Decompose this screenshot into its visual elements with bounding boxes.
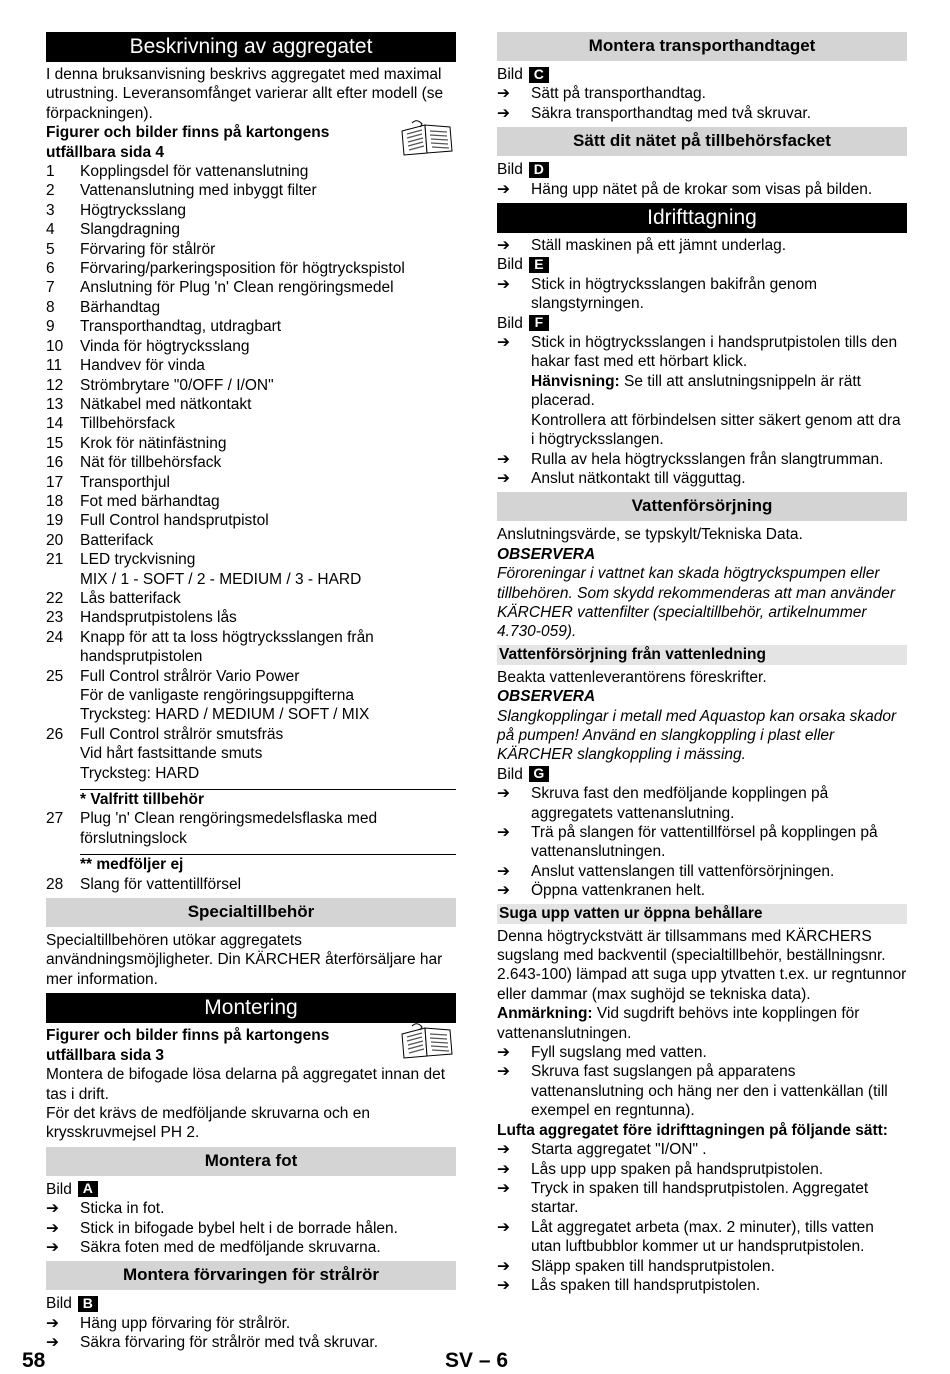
natet-steps <box>497 180 907 199</box>
arrow-icon: ➔ <box>497 1218 510 1236</box>
bild-label-e <box>497 255 907 274</box>
figure-note: Figurer och bilder finns på kartongens utfällbara sida 4 <box>46 124 330 161</box>
item-number: 7 <box>46 279 55 297</box>
item-number: 1 <box>46 163 55 181</box>
section-title-natet: Sätt dit nätet på tillbehörsfacket <box>497 127 907 156</box>
montering-figure-note-block <box>46 1026 456 1065</box>
arrow-icon: ➔ <box>497 450 510 468</box>
figure-letter-d: D <box>529 162 549 178</box>
item-number: 10 <box>46 337 64 355</box>
item-text: Transporthjul <box>80 473 170 491</box>
bild-text: Bild <box>46 1295 72 1313</box>
bild-text: Bild <box>497 256 523 274</box>
page-number: 58 <box>22 1349 46 1372</box>
step-text: Trä på slangen för vattentillförsel på kopplingen på vattenanslutningen. <box>531 824 878 861</box>
section-title-transporthandtag: Montera transporthandtaget <box>497 32 907 61</box>
vattenforsorjning-text: Anslutningsvärde, se typskylt/Tekniska Data. <box>497 526 803 544</box>
bild-label-c <box>497 65 907 84</box>
item-text: Transporthandtag, utdragbart <box>80 318 282 336</box>
vattenledning-steps <box>497 784 907 900</box>
step-item <box>497 180 907 199</box>
step-item <box>497 236 907 255</box>
note-text-2: Kontrollera att förbindelsen sitter säkert genom att dra i högtrycksslangen. <box>531 411 901 449</box>
arrow-icon: ➔ <box>497 1257 510 1275</box>
item-number: 27 <box>46 810 64 828</box>
step-text: Rulla av hela högtrycksslangen från slangtrumman. <box>531 450 884 468</box>
step-text: Fyll sugslang med vatten. <box>531 1044 707 1062</box>
item-number: 20 <box>46 531 64 549</box>
item-text: Anslutning för Plug 'n' Clean rengöringsmedel <box>80 279 394 297</box>
item-number: 23 <box>46 609 64 627</box>
optional-list <box>46 809 456 848</box>
arrow-icon: ➔ <box>497 1160 510 1178</box>
list-item <box>46 240 456 259</box>
arrow-icon: ➔ <box>46 1219 59 1237</box>
idrifttagning-steps-after <box>497 450 907 489</box>
open-book-icon <box>398 1022 456 1060</box>
figure-letter-b: B <box>78 1296 98 1312</box>
list-item <box>46 337 456 356</box>
arrow-icon: ➔ <box>497 85 510 103</box>
figure-letter-f: F <box>529 315 549 331</box>
bild-label-d <box>497 160 907 179</box>
step-text: Starta aggregatet "I/ON" . <box>531 1141 707 1159</box>
item-text: Nät för tillbehörsfack <box>80 454 222 472</box>
list-item <box>46 414 456 433</box>
item-number <box>46 764 80 783</box>
arrow-icon: ➔ <box>497 862 510 880</box>
step-item <box>497 881 907 900</box>
step-item <box>497 1062 907 1120</box>
list-item <box>46 686 456 705</box>
figure-note-block <box>46 123 456 162</box>
item-number: 21 <box>46 551 64 569</box>
list-item <box>46 356 456 375</box>
section-title-beskrivning: Beskrivning av aggregatet <box>46 32 456 62</box>
suga-upp-steps <box>497 1043 907 1121</box>
bild-label-g <box>497 765 907 784</box>
lufta-steps <box>497 1140 907 1295</box>
montering-text-1: Montera de bifogade lösa delarna på aggregatet innan det tas i drift. <box>46 1066 445 1103</box>
item-number: 9 <box>46 318 55 336</box>
specialtillbehor-text: Specialtillbehören utökar aggregatets användningsmöjligheter. Din KÄRCHER återförsäljare har mer information. <box>46 932 443 988</box>
step-text: Skruva fast den medföljande kopplingen på aggregatets vattenanslutning. <box>531 785 829 822</box>
left-column <box>46 32 456 1353</box>
section-title-idrifttagning: Idrifttagning <box>497 203 907 233</box>
item-text: Kopplingsdel för vattenanslutning <box>80 163 309 181</box>
bild-label-f <box>497 314 907 333</box>
item-number <box>46 744 80 763</box>
step-text: Ställ maskinen på ett jämnt underlag. <box>531 237 787 255</box>
step-item <box>46 1238 456 1257</box>
section-title-montering: Montering <box>46 993 456 1023</box>
item-text: Handvev för vinda <box>80 357 205 375</box>
observera-warning: Föroreningar i vattnet kan skada högtryckspumpen eller tillbehören. Som skydd rekommenderas att man använder KÄRCHER vattenfilter (specialtillbehör, artikelnummer 4.730-059). <box>497 565 896 641</box>
list-item <box>46 809 456 848</box>
idrifttagning-step-f-list <box>497 333 907 449</box>
section-title-montera-forvaring: Montera förvaringen för strålrör <box>46 1261 456 1290</box>
arrow-icon: ➔ <box>497 469 510 487</box>
item-number: 28 <box>46 875 64 893</box>
item-number: 24 <box>46 628 64 646</box>
step-item <box>497 450 907 469</box>
step-item <box>497 469 907 488</box>
observera-warning: Slangkopplingar i metall med Aquastop kan orsaka skador på pumpen! Använd en slangkoppling i plast eller KÄRCHER slangkoppling i mässing. <box>497 707 897 764</box>
item-number <box>46 705 80 724</box>
item-number: 19 <box>46 512 64 530</box>
step-item <box>46 1219 456 1238</box>
item-text: Full Control strålrör Vario Power <box>80 667 300 685</box>
step-text: Säkra transporthandtag med två skruvar. <box>531 104 812 122</box>
step-text: Låt aggregatet arbeta (max. 2 minuter), tills vatten utan luftbubblor kommer ut ur handsprutpistolen. <box>531 1218 874 1256</box>
step-item <box>497 862 907 881</box>
item-text: Vid hårt fastsittande smuts <box>80 745 263 763</box>
note-text: Vid sugdrift behövs inte kopplingen för vattenanslutningen. <box>497 1005 860 1042</box>
optional-header: * Valfritt tillbehör <box>80 789 456 809</box>
step-text: Häng upp förvaring för strålrör. <box>80 1314 291 1332</box>
item-number: 17 <box>46 473 64 491</box>
suga-upp-text: Denna högtryckstvätt är tillsammans med KÄRCHERS sugslang med backventil (specialtillbehör, beställningsnr. 2.643-100) lämpad att suga upp ytvatten t.ex. ur regntunnor eller dammar (max sughöjd se tekniska data). <box>497 927 907 1003</box>
list-item <box>46 201 456 220</box>
idrifttagning-step-e-list <box>497 275 907 314</box>
step-text: Skruva fast sugslangen på apparatens vattenanslutning och häng ner den i vattenkällan (till exempel en regntunna). <box>531 1063 888 1120</box>
step-item <box>497 1257 907 1276</box>
step-item <box>46 1314 456 1333</box>
step-text: Stick in högtrycksslangen i handsprutpistolen tills den hakar fast med ett hörbart klick. <box>531 334 898 371</box>
step-item <box>497 333 907 449</box>
item-number: 11 <box>46 357 63 375</box>
item-number: 2 <box>46 182 55 200</box>
item-text: Vattenanslutning med inbyggt filter <box>80 182 317 200</box>
list-item <box>46 531 456 550</box>
item-number: 3 <box>46 201 55 219</box>
not-included-list <box>46 875 456 894</box>
component-list <box>46 162 456 783</box>
item-number: 22 <box>46 589 64 607</box>
item-text: Högtrycksslang <box>80 201 186 219</box>
list-item <box>46 628 456 667</box>
list-item <box>46 492 456 511</box>
list-item <box>46 875 456 894</box>
item-number: 13 <box>46 395 64 413</box>
item-text: Full Control handsprutpistol <box>80 512 269 530</box>
list-item <box>46 550 456 569</box>
item-text: Trycksteg: HARD / MEDIUM / SOFT / MIX <box>80 706 370 724</box>
step-item <box>497 84 907 103</box>
step-text: Lås spaken till handsprutpistolen. <box>531 1276 761 1294</box>
observera-label: OBSERVERA <box>497 545 596 563</box>
item-text: Fot med bärhandtag <box>80 492 220 510</box>
list-item <box>46 278 456 297</box>
step-text: Säkra förvaring för strålrör med två skruvar. <box>80 1334 379 1352</box>
list-item <box>46 589 456 608</box>
step-text: Sätt på transporthandtag. <box>531 85 706 103</box>
step-text: Anslut vattenslangen till vattenförsörjningen. <box>531 862 835 880</box>
arrow-icon: ➔ <box>497 1141 510 1159</box>
arrow-icon: ➔ <box>497 275 510 293</box>
open-book-icon <box>398 119 456 157</box>
step-item <box>497 823 907 862</box>
item-text: MIX / 1 - SOFT / 2 - MEDIUM / 3 - HARD <box>80 570 362 588</box>
section-title-specialtillbehor: Specialtillbehör <box>46 898 456 927</box>
step-text: Stick in bifogade bybel helt i de borrade hålen. <box>80 1219 398 1237</box>
step-item <box>497 1276 907 1295</box>
step-text: Anslut nätkontakt till vägguttag. <box>531 469 746 487</box>
item-number: 15 <box>46 434 64 452</box>
list-item <box>46 705 456 724</box>
note-text: Se till att anslutningsnippeln är rätt placerad. <box>531 372 861 410</box>
observera-label: OBSERVERA <box>497 688 596 706</box>
transporthandtag-steps <box>497 84 907 123</box>
item-text: Handsprutpistolens lås <box>80 609 237 627</box>
bild-text: Bild <box>46 1180 72 1198</box>
list-item <box>46 667 456 686</box>
lufta-header: Lufta aggregatet före idrifttagningen på följande sätt: <box>497 1121 888 1139</box>
list-item <box>46 511 456 530</box>
step-text: Öppna vattenkranen helt. <box>531 882 706 900</box>
arrow-icon: ➔ <box>497 882 510 900</box>
item-number <box>46 570 80 589</box>
step-item <box>46 1333 456 1352</box>
item-number: 6 <box>46 260 55 278</box>
step-item <box>497 1218 907 1257</box>
item-text: Slangdragning <box>80 221 180 239</box>
bild-text: Bild <box>497 314 523 332</box>
step-text: Sticka in fot. <box>80 1200 165 1218</box>
item-number <box>46 686 80 705</box>
arrow-icon: ➔ <box>46 1200 59 1218</box>
step-text: Släpp spaken till handsprutpistolen. <box>531 1257 775 1275</box>
step-item <box>497 275 907 314</box>
arrow-icon: ➔ <box>497 334 510 352</box>
item-text: Tillbehörsfack <box>80 415 176 433</box>
item-text: LED tryckvisning <box>80 551 196 569</box>
item-text: Bärhandtag <box>80 298 161 316</box>
arrow-icon: ➔ <box>497 1063 510 1081</box>
figure-letter-g: G <box>529 766 549 782</box>
item-text: Full Control strålrör smutsfräs <box>80 725 284 743</box>
item-number: 25 <box>46 667 64 685</box>
item-text: Förvaring för stålrör <box>80 240 216 258</box>
montering-text-2: För det krävs de medföljande skruvarna och en krysskruvmejsel PH 2. <box>46 1104 370 1142</box>
arrow-icon: ➔ <box>46 1314 59 1332</box>
list-item <box>46 608 456 627</box>
figure-letter-a: A <box>78 1181 98 1197</box>
list-item <box>46 395 456 414</box>
item-number: 14 <box>46 415 64 433</box>
item-text: Trycksteg: HARD <box>80 764 200 782</box>
step-text: Stick in högtrycksslangen bakifrån genom slangstyrningen. <box>531 275 818 313</box>
list-item <box>46 473 456 492</box>
idrifttagning-step-1-list <box>497 236 907 255</box>
arrow-icon: ➔ <box>497 237 510 255</box>
step-item <box>497 104 907 123</box>
bild-text: Bild <box>497 161 523 179</box>
list-item <box>46 453 456 472</box>
item-text: Strömbrytare "0/OFF / I/ON" <box>80 376 274 394</box>
note-label: Anmärkning: <box>497 1005 593 1023</box>
figure-letter-e: E <box>529 257 549 273</box>
item-number: 26 <box>46 725 64 743</box>
list-item <box>46 181 456 200</box>
item-text: Vinda för högtrycksslang <box>80 337 250 355</box>
note-label: Hänvisning: <box>531 372 620 390</box>
step-text-group <box>531 333 907 449</box>
list-item <box>46 298 456 317</box>
list-item <box>46 744 456 763</box>
item-text: För de vanligaste rengöringsuppgifterna <box>80 687 355 704</box>
step-item <box>497 1043 907 1062</box>
step-text: Tryck in spaken till handsprutpistolen. Aggregatet startar. <box>531 1179 869 1217</box>
arrow-icon: ➔ <box>497 1044 510 1062</box>
right-column <box>497 32 907 1295</box>
list-item <box>46 434 456 453</box>
section-title-vattenforsorjning: Vattenförsörjning <box>497 492 907 521</box>
montera-forvaring-steps <box>46 1314 456 1353</box>
item-text: Plug 'n' Clean rengöringsmedelsflaska med förslutningslock <box>80 810 378 847</box>
item-number: 8 <box>46 298 55 316</box>
item-number: 12 <box>46 376 64 394</box>
arrow-icon: ➔ <box>497 1276 510 1294</box>
section-page-label: SV – 6 <box>445 1349 509 1372</box>
item-text: Krok för nätinfästning <box>80 434 227 452</box>
section-title-montera-fot: Montera fot <box>46 1147 456 1176</box>
arrow-icon: ➔ <box>497 180 510 198</box>
item-text: Batterifack <box>80 531 154 549</box>
item-number: 4 <box>46 221 55 239</box>
montera-fot-steps <box>46 1199 456 1257</box>
arrow-icon: ➔ <box>497 1179 510 1197</box>
bild-label-a <box>46 1180 456 1199</box>
arrow-icon: ➔ <box>497 104 510 122</box>
item-text: Knapp för att ta loss högtrycksslangen från handsprutpistolen <box>80 628 374 666</box>
subsection-title-vattenledning: Vattenförsörjning från vattenledning <box>497 645 907 665</box>
step-item <box>46 1199 456 1218</box>
step-item <box>497 784 907 823</box>
item-text: Nätkabel med nätkontakt <box>80 395 252 413</box>
item-text: Lås batterifack <box>80 589 181 607</box>
bild-label-b <box>46 1294 456 1313</box>
subsection-title-suga-upp: Suga upp vatten ur öppna behållare <box>497 904 907 924</box>
item-number: 5 <box>46 240 55 258</box>
item-number: 18 <box>46 492 64 510</box>
list-item <box>46 725 456 744</box>
suga-upp-note <box>497 1004 907 1043</box>
montering-figure-note: Figurer och bilder finns på kartongens utfällbara sida 3 <box>46 1027 330 1064</box>
step-item <box>497 1160 907 1179</box>
list-item <box>46 764 456 783</box>
figure-letter-c: C <box>529 67 549 83</box>
list-item <box>46 570 456 589</box>
item-text: Förvaring/parkeringsposition för högtryckspistol <box>80 260 405 278</box>
arrow-icon: ➔ <box>497 785 510 803</box>
step-item <box>497 1179 907 1218</box>
bild-text: Bild <box>497 765 523 783</box>
vattenledning-text: Beakta vattenleverantörens föreskrifter. <box>497 668 767 686</box>
item-number: 16 <box>46 454 64 472</box>
list-item <box>46 259 456 278</box>
list-item <box>46 376 456 395</box>
list-item <box>46 220 456 239</box>
bild-text: Bild <box>497 66 523 83</box>
item-text: Slang för vattentillförsel <box>80 875 242 893</box>
step-text: Häng upp nätet på de krokar som visas på bilden. <box>531 180 873 198</box>
not-included-header: ** medföljer ej <box>80 854 456 874</box>
list-item <box>46 162 456 181</box>
step-text: Säkra foten med de medföljande skruvarna. <box>80 1238 381 1256</box>
list-item <box>46 317 456 336</box>
arrow-icon: ➔ <box>46 1238 59 1256</box>
step-item <box>497 1140 907 1159</box>
arrow-icon: ➔ <box>497 824 510 841</box>
step-text: Lås upp upp spaken på handsprutpistolen. <box>531 1160 824 1178</box>
beskrivning-intro: I denna bruksanvisning beskrivs aggregatet med maximal utrustning. Leveransomfånget varierar allt efter modell (se förpackningen). <box>46 66 444 122</box>
arrow-icon: ➔ <box>46 1334 59 1352</box>
